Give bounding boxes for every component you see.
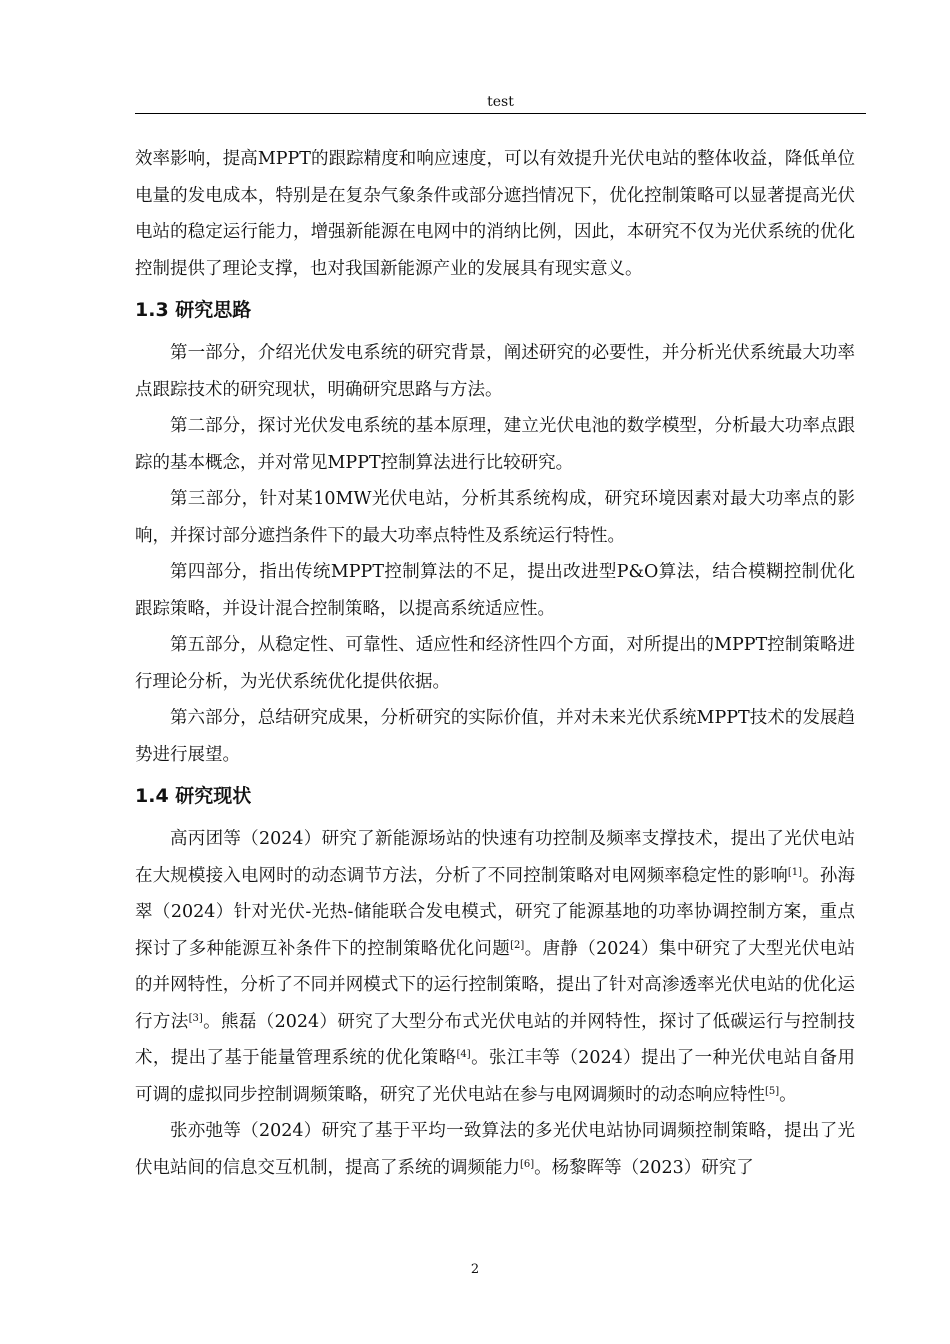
text-segment: 。唐静（2024）集中研究了大型光伏电站的并网特性，分析了不同并网模式下的运行控制策略，提出了针对高渗透率光伏电站的优化运行方法 xyxy=(135,938,855,1032)
paragraph-part-3: 第三部分，针对某10MW光伏电站，分析其系统构成，研究环境因素对最大功率点的影响，并探讨部分遮挡条件下的最大功率点特性及系统运行特性。 xyxy=(135,489,855,546)
citation-ref-4[interactable]: [4] xyxy=(456,1049,471,1060)
text-segment: 。孙海翠（2024）针对光伏-光热-储能联合发电模式，研究了能源基地的功率协调控制方案，重点探讨了多种能源互补条件下的控制策略优化问题 xyxy=(135,865,855,959)
paragraph-part-2: 第二部分，探讨光伏发电系统的基本原理，建立光伏电池的数学模型，分析最大功率点跟踪的基本概念，并对常见MPPT控制算法进行比较研究。 xyxy=(135,416,855,473)
paragraph-part-4: 第四部分，指出传统MPPT控制算法的不足，提出改进型P&O算法，结合模糊控制优化跟踪策略，并设计混合控制策略，以提高系统适应性。 xyxy=(135,562,855,619)
paragraph-part-6: 第六部分，总结研究成果，分析研究的实际价值，并对未来光伏系统MPPT技术的发展趋势进行展望。 xyxy=(135,708,855,765)
section-heading-1-4: 1.4 研究现状 xyxy=(135,785,252,807)
header-title: test xyxy=(487,94,514,110)
text-segment: 。杨黎晖等（2023）研究了 xyxy=(534,1157,754,1178)
citation-ref-1[interactable]: [1] xyxy=(787,866,803,878)
page-number: 2 xyxy=(470,1262,480,1277)
paragraph-part-5: 第五部分，从稳定性、可靠性、适应性和经济性四个方面，对所提出的MPPT控制策略进行理论分析，为光伏系统优化提供依据。 xyxy=(135,635,855,692)
page-header xyxy=(135,93,866,114)
text-segment: 高丙团等（2024）研究了新能源场站的快速有功控制及频率支撑技术，提出了光伏电站在大规模接入电网时的动态调节方法，分析了不同控制策略对电网频率稳定性的影响 xyxy=(135,829,855,886)
citation-ref-3[interactable]: [3] xyxy=(188,1012,203,1024)
text-segment: 。熊磊（2024）研究了大型分布式光伏电站的并网特性，探讨了低碳运行与控制技术，提出了基于能量管理系统的优化策略 xyxy=(135,1011,855,1068)
citation-ref-5[interactable]: [5] xyxy=(765,1085,780,1097)
section-heading-1-3: 1.3 研究思路 xyxy=(135,299,252,321)
text-segment: 张亦弛等（2024）研究了基于平均一致算法的多光伏电站协同调频控制策略，提出了光伏电站间的信息交互机制，提高了系统的调频能力 xyxy=(135,1121,855,1178)
text-segment: 。张江丰等（2024）提出了一种光伏电站自备用可调的虚拟同步控制调频策略，研究了光伏电站在参与电网调频时的动态响应特性 xyxy=(135,1048,855,1105)
page-footer xyxy=(0,1262,950,1277)
research-status-paragraph-1 xyxy=(135,821,855,1113)
document-body xyxy=(135,141,855,1186)
section-1-2-tail-paragraph: 效率影响，提高MPPT的跟踪精度和响应速度，可以有效提升光伏电站的整体收益，降低单位电量的发电成本，特别是在复杂气象条件或部分遮挡情况下，优化控制策略可以显著提高光伏电站的稳定运行能力，增强新能源在电网中的消纳比例，因此，本研究不仅为光伏系统的优化控制提供了理论支撑，也对我国新能源产业的发展具有现实意义。 xyxy=(135,149,855,279)
citation-ref-2[interactable]: [2] xyxy=(510,939,525,951)
research-status-paragraph-2 xyxy=(135,1113,855,1186)
citation-ref-6[interactable]: [6] xyxy=(520,1158,535,1170)
paragraph-part-1: 第一部分，介绍光伏发电系统的研究背景，阐述研究的必要性，并分析光伏系统最大功率点跟踪技术的研究现状，明确研究思路与方法。 xyxy=(135,343,855,400)
text-segment: 。 xyxy=(779,1084,797,1105)
